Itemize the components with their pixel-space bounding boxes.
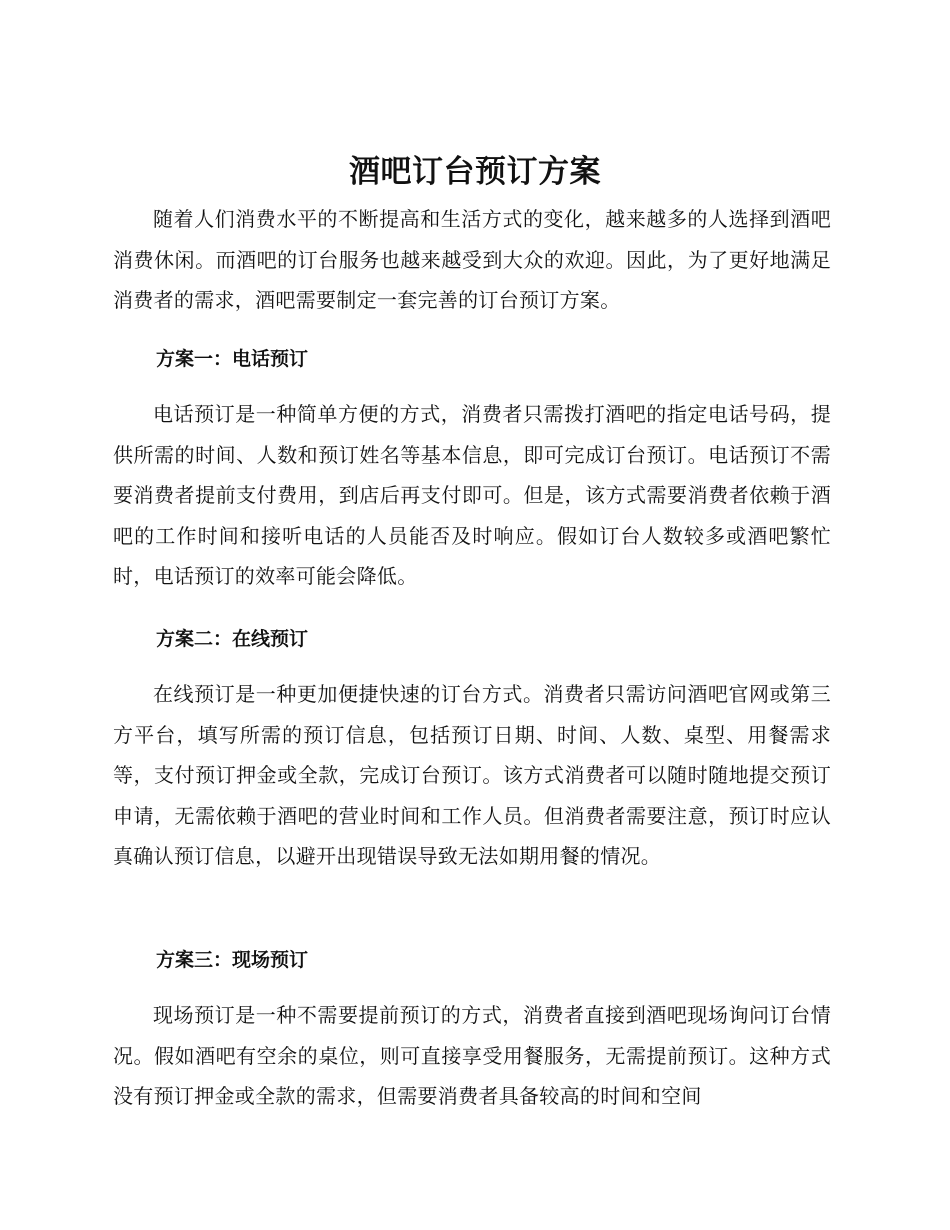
document-title: 酒吧订台预订方案: [349, 154, 601, 190]
section-body-3: 现场预订是一种不需要提前预订的方式，消费者直接到酒吧现场询问订台情况。假如酒吧有空余的桌位，则可直接享受用餐服务，无需提前预订。这种方式没有预订押金或全款的需求，但需要消费者具备较高的时间和空间: [113, 1003, 831, 1108]
section-heading-2: 方案二：在线预订: [156, 628, 309, 650]
section-body-1: 电话预订是一种简单方便的方式，消费者只需拨打酒吧的指定电话号码，提供所需的时间、人数和预订姓名等基本信息，即可完成订台预订。电话预订不需要消费者提前支付费用，到店后再支付即可。但是，该方式需要消费者依赖于酒吧的工作时间和接听电话的人员能否及时响应。假如订台人数较多或酒吧繁忙时，电话预订的效率可能会降低。: [113, 402, 831, 588]
section-heading-3: 方案三：现场预订: [156, 949, 309, 971]
section-body-2: 在线预订是一种更加便捷快速的订台方式。消费者只需访问酒吧官网或第三方平台，填写所需的预订信息，包括预订日期、时间、人数、桌型、用餐需求等，支付预订押金或全款，完成订台预订。该方式消费者可以随时随地提交预订申请，无需依赖于酒吧的营业时间和工作人员。但消费者需要注意，预订时应认真确认预订信息，以避开出现错误导致无法如期用餐的情况。: [113, 682, 831, 868]
section-heading-1: 方案一：电话预订: [156, 348, 309, 370]
intro-paragraph: 随着人们消费水平的不断提高和生活方式的变化，越来越多的人选择到酒吧消费休闲。而酒吧的订台服务也越来越受到大众的欢迎。因此，为了更好地满足消费者的需求，酒吧需要制定一套完善的订台预订方案。: [113, 207, 831, 312]
